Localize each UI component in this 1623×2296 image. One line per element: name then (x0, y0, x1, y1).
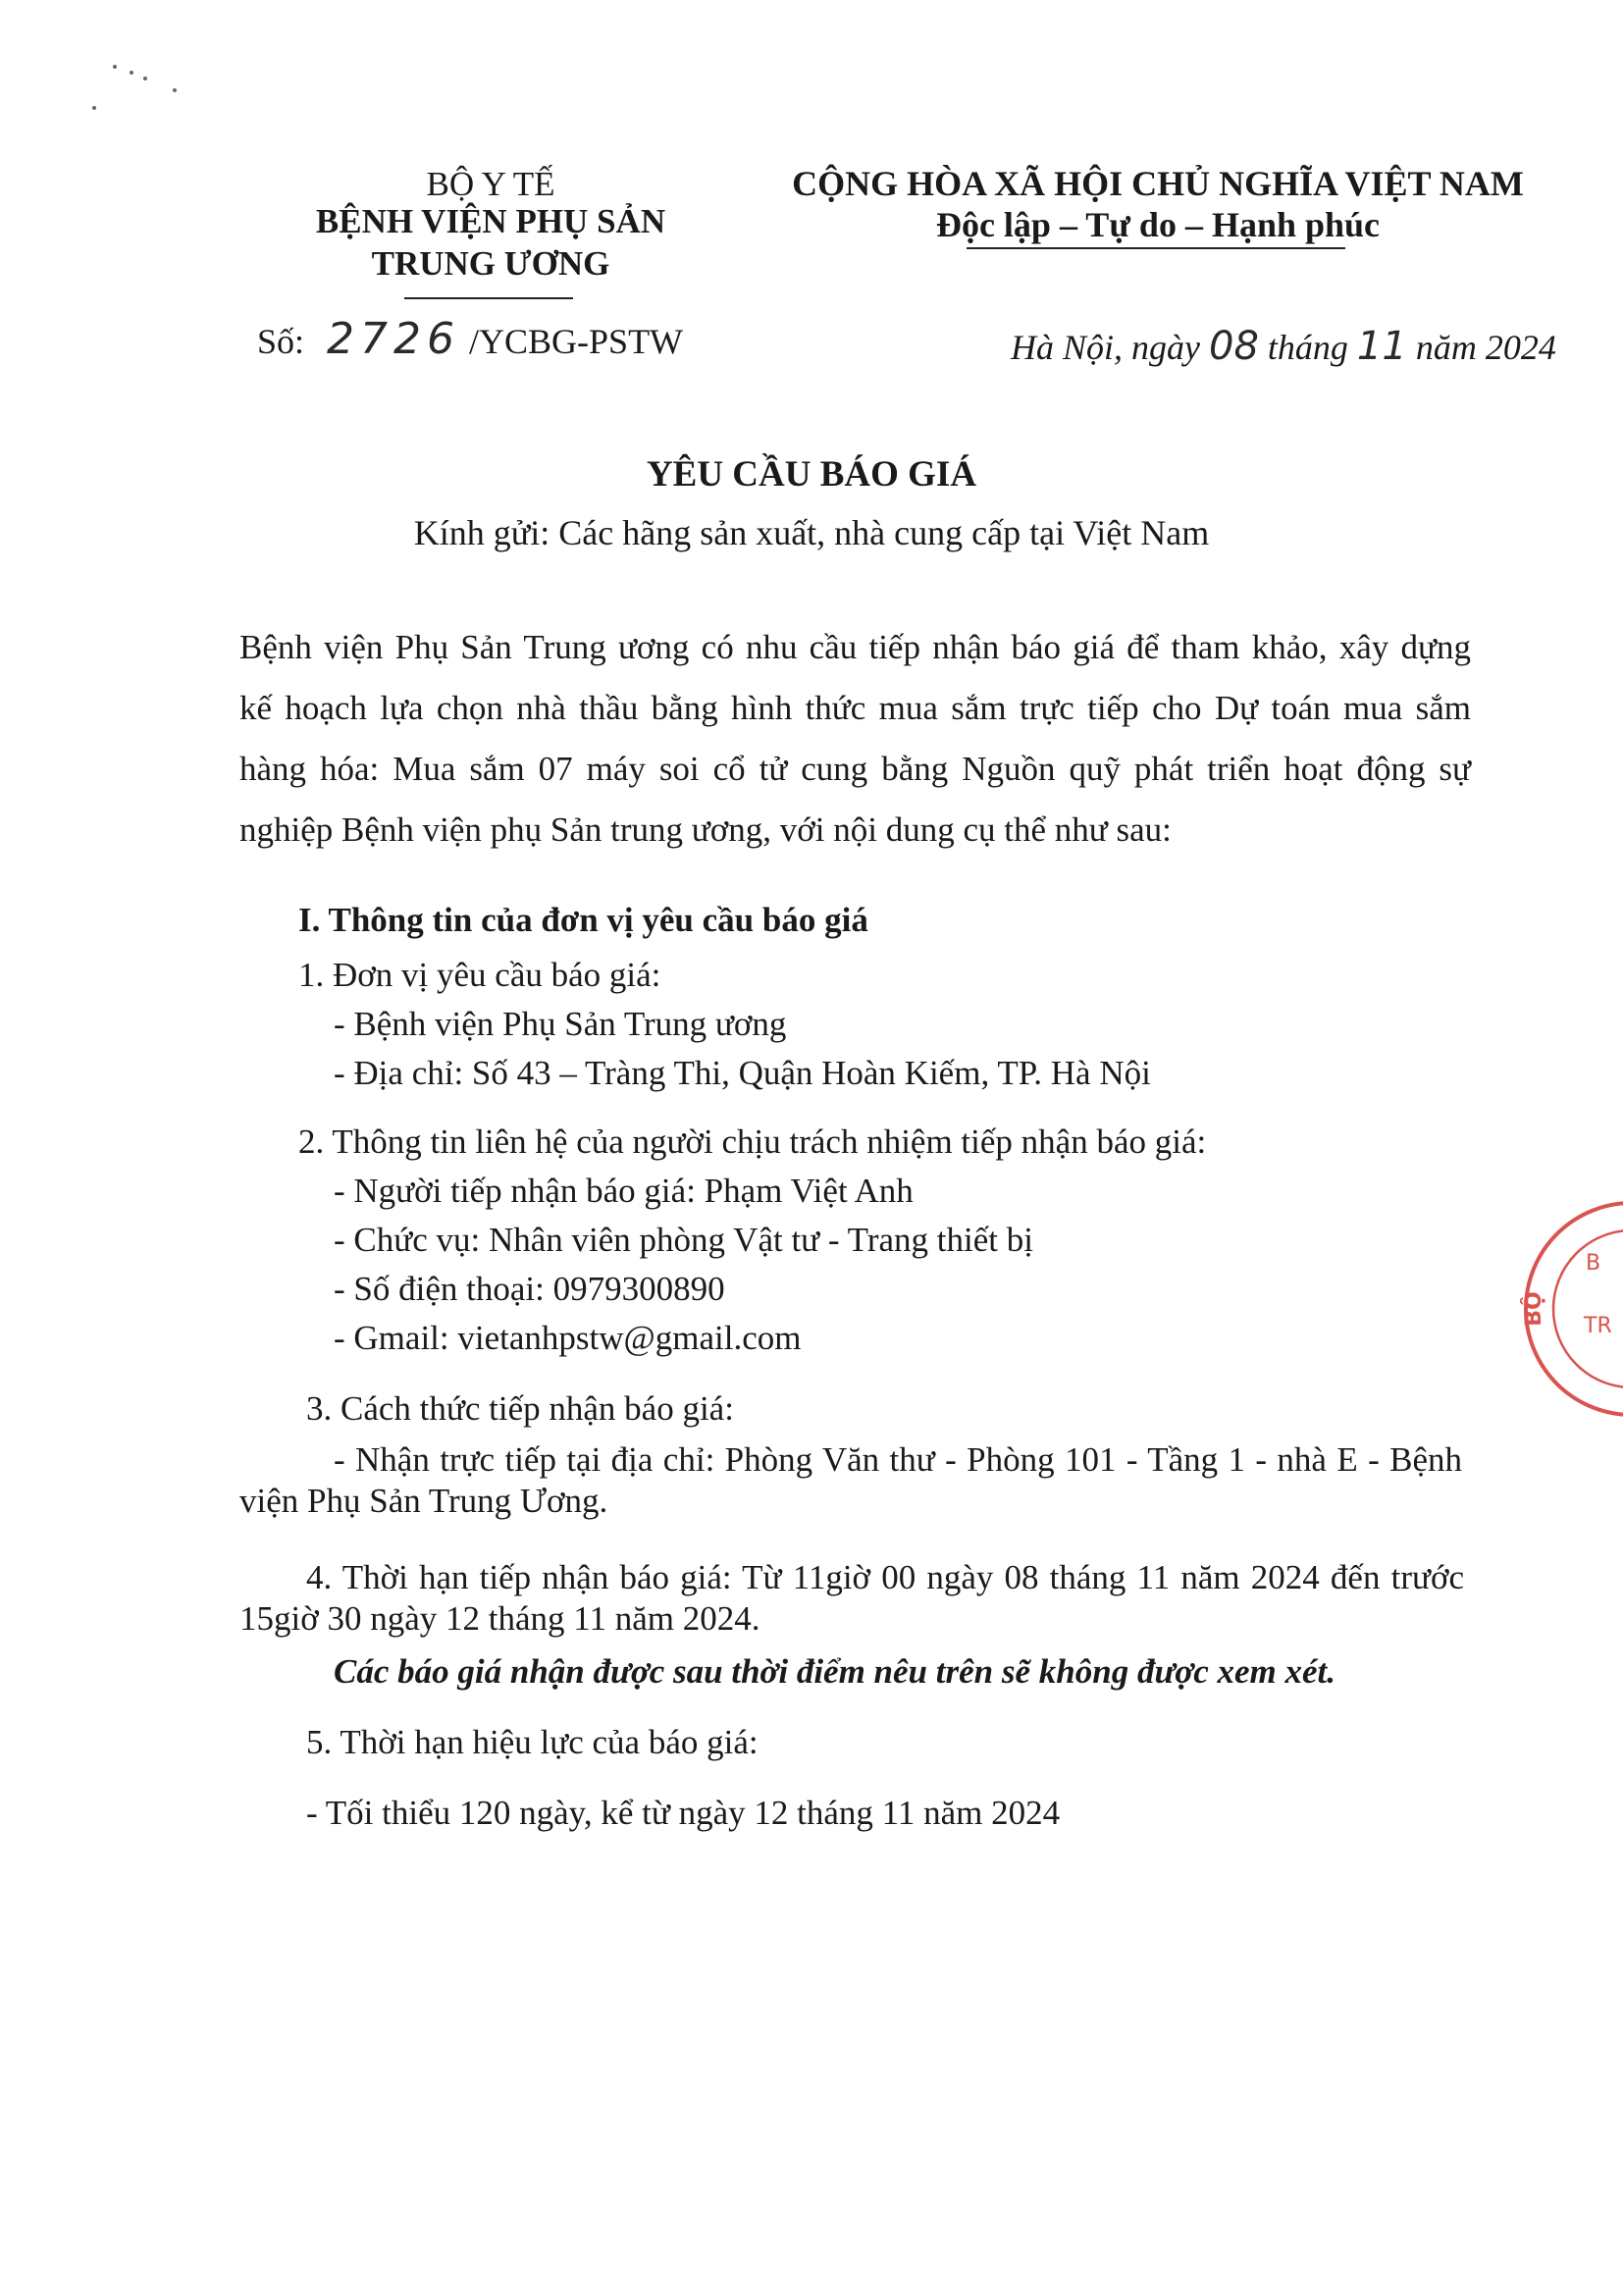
item5-title: 5. Thời hạn hiệu lực của báo giá: (306, 1723, 759, 1761)
seal-svg (1519, 1199, 1623, 1423)
intro-line-1: Bệnh viện Phụ Sản Trung ương có nhu cầu tiếp nhận báo giá để tham khảo, xây dựng (239, 628, 1471, 666)
hospital-name-line1: BỆNH VIỆN PHỤ SẢN (315, 202, 666, 240)
ministry-name: BỘ Y TẾ (426, 165, 555, 203)
seal-letter: BỘ (1522, 1291, 1546, 1327)
date-month: 11 (1356, 324, 1407, 369)
red-seal-stamp (1519, 1199, 1623, 1423)
item4-line-2: 15giờ 30 ngày 12 tháng 11 năm 2024. (239, 1599, 760, 1638)
item4-note: Các báo giá nhận được sau thời điểm nêu trên sẽ không được xem xét. (334, 1652, 1335, 1691)
item4-line-1: 4. Thời hạn tiếp nhận báo giá: Từ 11giờ 00 ngày 08 tháng 11 năm 2024 đến trước (306, 1558, 1464, 1596)
seal-letter: B (1586, 1251, 1601, 1276)
item5-line: - Tối thiểu 120 ngày, kể từ ngày 12 tháng 11 năm 2024 (306, 1794, 1061, 1832)
number-handwritten: 2726 (327, 314, 461, 364)
date-month-label: tháng (1267, 328, 1348, 367)
item2-title: 2. Thông tin liên hệ của người chịu trách nhiệm tiếp nhận báo giá: (298, 1122, 1207, 1161)
scan-speck (113, 65, 117, 69)
scan-speck (173, 88, 177, 92)
document-number (257, 314, 683, 364)
item1-line-1: - Bệnh viện Phụ Sản Trung ương (334, 1005, 787, 1043)
national-motto: Độc lập – Tự do – Hạnh phúc (935, 205, 1381, 244)
item3-title: 3. Cách thức tiếp nhận báo giá: (306, 1389, 734, 1428)
intro-line-2: kế hoạch lựa chọn nhà thầu bằng hình thức mua sắm trực tiếp cho Dự toán mua sắm (239, 689, 1471, 727)
item2-line-2: - Chức vụ: Nhân viên phòng Vật tư - Trang thiết bị (334, 1221, 1033, 1259)
scan-speck (130, 71, 133, 75)
scan-speck (92, 106, 96, 110)
date-line (1011, 324, 1556, 369)
item1-title: 1. Đơn vị yêu cầu báo giá: (298, 956, 661, 994)
date-year-label: năm 2024 (1415, 328, 1556, 367)
item2-line-1: - Người tiếp nhận báo giá: Phạm Việt Anh (334, 1172, 914, 1210)
item1-line-2: - Địa chỉ: Số 43 – Tràng Thi, Quận Hoàn Kiếm, TP. Hà Nội (334, 1054, 1151, 1092)
item3-line-2: viện Phụ Sản Trung Ương. (239, 1482, 608, 1520)
hospital-name-line2: TRUNG ƯƠNG (371, 244, 610, 283)
item2-line-4: - Gmail: vietanhpstw@gmail.com (334, 1319, 802, 1357)
seal-letter: TR (1584, 1314, 1612, 1338)
section-heading: I. Thông tin của đơn vị yêu cầu báo giá (298, 901, 868, 939)
date-place: Hà Nội, ngày (1011, 328, 1200, 367)
number-suffix: /YCBG-PSTW (469, 322, 684, 361)
scan-speck (143, 77, 147, 80)
intro-line-3: hàng hóa: Mua sắm 07 máy soi cổ tử cung bằng Nguồn quỹ phát triển hoạt động sự (239, 750, 1471, 788)
header-left-underline (404, 297, 573, 299)
document-title: YÊU CẦU BÁO GIÁ (646, 454, 977, 495)
country-name: CỘNG HÒA XÃ HỘI CHỦ NGHĨA VIỆT NAM (792, 164, 1524, 203)
date-day: 08 (1209, 324, 1259, 369)
motto-underline (967, 247, 1345, 249)
intro-line-4: nghiệp Bệnh viện phụ Sản trung ương, với nội dung cụ thể như sau: (239, 810, 1172, 849)
addressee: Kính gửi: Các hãng sản xuất, nhà cung cấp tại Việt Nam (413, 513, 1210, 552)
number-prefix: Số: (257, 322, 305, 361)
item3-line-1: - Nhận trực tiếp tại địa chỉ: Phòng Văn thư - Phòng 101 - Tầng 1 - nhà E - Bệnh (334, 1440, 1462, 1479)
item2-line-3: - Số điện thoại: 0979300890 (334, 1270, 725, 1308)
